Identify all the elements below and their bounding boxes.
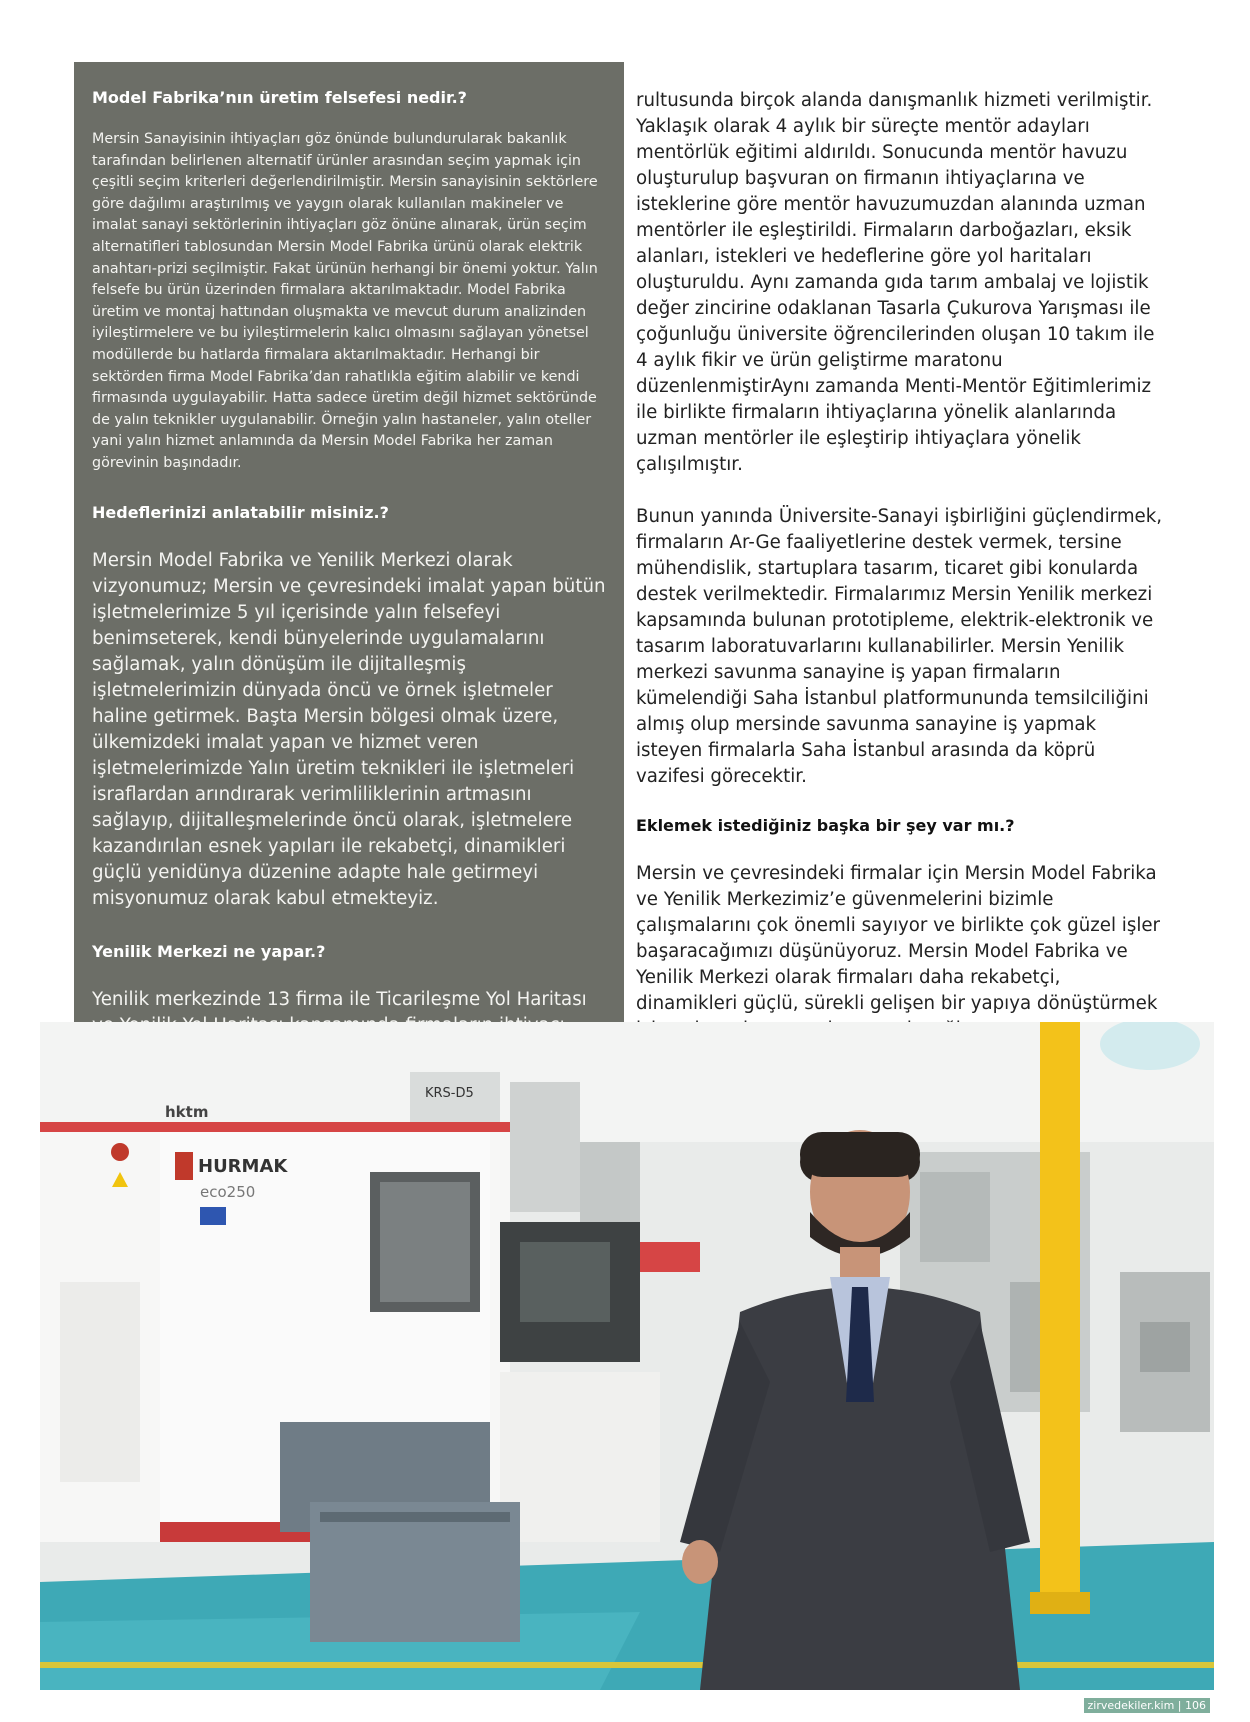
answer-additional: Mersin ve çevresindeki firmalar için Mersin Model Fabrika ve Yenilik Merkezimiz’e güvenmelerini bizimle çalışmalarını çok önemli sayıyor ve birlikte çok güzel işler başaracağımızı düşünüyoruz. Mersin Model Fabrika ve Yenilik Merkezi olarak firmaları daha rekabetçi, dinamikleri güçlü, sürekli gelişen bir yapıya dönüştürmek bbox=[636, 863, 1161, 1014]
grey-crate bbox=[310, 1502, 520, 1642]
warning-sticker-icon bbox=[111, 1143, 129, 1161]
interview-right-column bbox=[636, 88, 1166, 1069]
question-heading-additional: Eklemek istediğiniz başka bir şey var mı.? bbox=[636, 816, 1015, 835]
question-heading-philosophy: Model Fabrika’nın üretim felsefesi nedir.? bbox=[92, 88, 467, 107]
answer-innovation-center-continued: rultusunda birçok alanda danışmanlık hizmeti verilmiştir. Yaklaşık olarak 4 aylık bir süreçte mentör adayları mentörlük eğitimi aldırıldı. Sonucunda mentör havuzu oluşturulup başvuran on firmanın ihtiyaçlarına ve isteklerine göre mentör havuzumuzdan alanında uzman mentörler ile eşleştirildi. Firmaların darboğazları, eksik alanları, istekleri ve hedeflerine göre yol haritaları oluşturuldu. Aynı zamanda gıda tarım ambalaj ve lojistik değer zincirine odaklanan Tasarla Çukurova Yarışması ile çoğunluğu üniversite öğrencilerinden oluşan 10 takım ile 4 aylık fikir ve ürün geliştirme maratonu düzenlenmiştirAynı zamanda Menti-Mentör Eğitimlerimiz ile birlikte firmaların ihtiyaçlarına yönelik alanlarında uzman mentörler ile eşleştirip ihtiyaçlara yönelik çalışılmıştır. bbox=[636, 90, 1155, 475]
footer-separator: | bbox=[1177, 1699, 1185, 1712]
hurmak-logo-icon bbox=[175, 1152, 193, 1180]
machine-model-label: HURMAK bbox=[198, 1156, 288, 1177]
answer-philosophy: Mersin Sanayisinin ihtiyaçları göz önünde bulundurularak bakanlık tarafından belirlenen alternatif ürünler arasından seçim yapmak için çeşitli seçim kriterleri değerlendirilmiştir. Mersin sanayisinin sektörlere göre dağılımı araştırılmış ve yaygın olarak kullanılan makineler ve imalat sanayi sektörlerinin ihtiyaçları göz önüne alınarak, ürün seçim alternatifleri tablosundan Mersin Model Fabrika ürünü olarak elektrik anahtarı-prizi seçilmiştir. Fakat ürünün herhangi bir önemi yoktur. Yalın felsefe bu ürün üzerinden firmalara aktarılmaktadır. Model Fabrika üretim ve montaj hattından oluşmakta ve mevcut durum analizinden iyileştirmelere ve bu iyileştirmelerin kalıcı olmasını sağlayan yönetsel modüllerde bu hatlarda firmalara aktarılmaktadır. Herhangi bir sektörden firma Model Fabrika’dan rahatlıkla eğitim alabilir ve kendi firmasında uygulayabilir. Hatta sadece üretim değil hizmet sektöründe de yalın teknikler uygulanabilir. Örneğin yalın hastaneler, yalın oteller yani yalın hizmet anlamında da Mersin Model Fabrika her zaman görevinin başındadır. bbox=[92, 131, 598, 471]
machine-series-label: eco250 bbox=[200, 1183, 256, 1201]
dryer-label: KRS-D5 bbox=[425, 1086, 474, 1101]
answer-innovation-center-second-paragraph: Bunun yanında Üniversite-Sanayi işbirliğini güçlendirmek, firmaların Ar-Ge faaliyetlerine destek vermek, tersine mühendislik, startuplara tasarım, ticaret gibi konularda destek verilmektedir. Firmalarımız Mersin Yenilik merkezi kapsamında bulunan prototipleme, elektrik-elektronik ve tasarım laboratuvarlarını kullanabilirler. Mersin Yenilik merkezi savunma sanayine iş yapan firmaların kümelendiği Saha İstanbul platformununda temsilciliğini almış olup mersinde savunma sanayine iş yapmak isteyen firmalarla Saha İstanbul arasında da köprü vazifesi görecektir. bbox=[636, 506, 1163, 787]
answer-innovation-center-start: Yenilik merkezinde 13 firma ile Ticarileşme Yol Haritası bbox=[92, 988, 587, 1010]
answer-goals: Mersin Model Fabrika ve Yenilik Merkezi olarak vizyonumuz; Mersin ve çevresindeki imalat yapan bütün işletmelerimize 5 yıl içerisinde yalın felsefeyi benimseterek, kendi bünyelerinde uygulamalarını sağlamak, yalın dönüşüm ile dijitalleşmiş işletmelerimizin dünyada öncü ve örnek işletmeler haline getirmek. Başta Mersin bölgesi olmak üzere, ülkemizdeki imalat yapan ve hizmet veren işletmelerimizde Yalın üretim teknikleri ile işletmeleri israflardan arındırarak verimliliklerinin artmasını sağlayıp, dijitalleşmelerinde öncü olarak, işletmelere kazandırılan esnek yapıları ile rekabetçi, dinamikleri güçlü yenidünya düzenine adapte hale getirmeyi misyonumuz olarak kabul etmekteyiz. bbox=[92, 549, 606, 909]
question-heading-goals: Hedeflerinizi anlatabilir misiniz.? bbox=[92, 502, 389, 522]
footer-page-number: 106 bbox=[1185, 1699, 1206, 1712]
question-heading-innovation-center: Yenilik Merkezi ne yapar.? bbox=[92, 941, 326, 961]
interview-left-panel bbox=[74, 62, 624, 1022]
page-footer bbox=[1084, 1698, 1210, 1713]
factory-scene-illustration bbox=[40, 1022, 1214, 1690]
factory-portrait-photo bbox=[40, 1022, 1214, 1690]
machine-brand-label: hktm bbox=[165, 1103, 209, 1121]
yellow-crane-column bbox=[1040, 1022, 1080, 1612]
footer-site: zirvedekiler.kim bbox=[1087, 1699, 1175, 1712]
eu-flag-icon bbox=[200, 1207, 226, 1225]
